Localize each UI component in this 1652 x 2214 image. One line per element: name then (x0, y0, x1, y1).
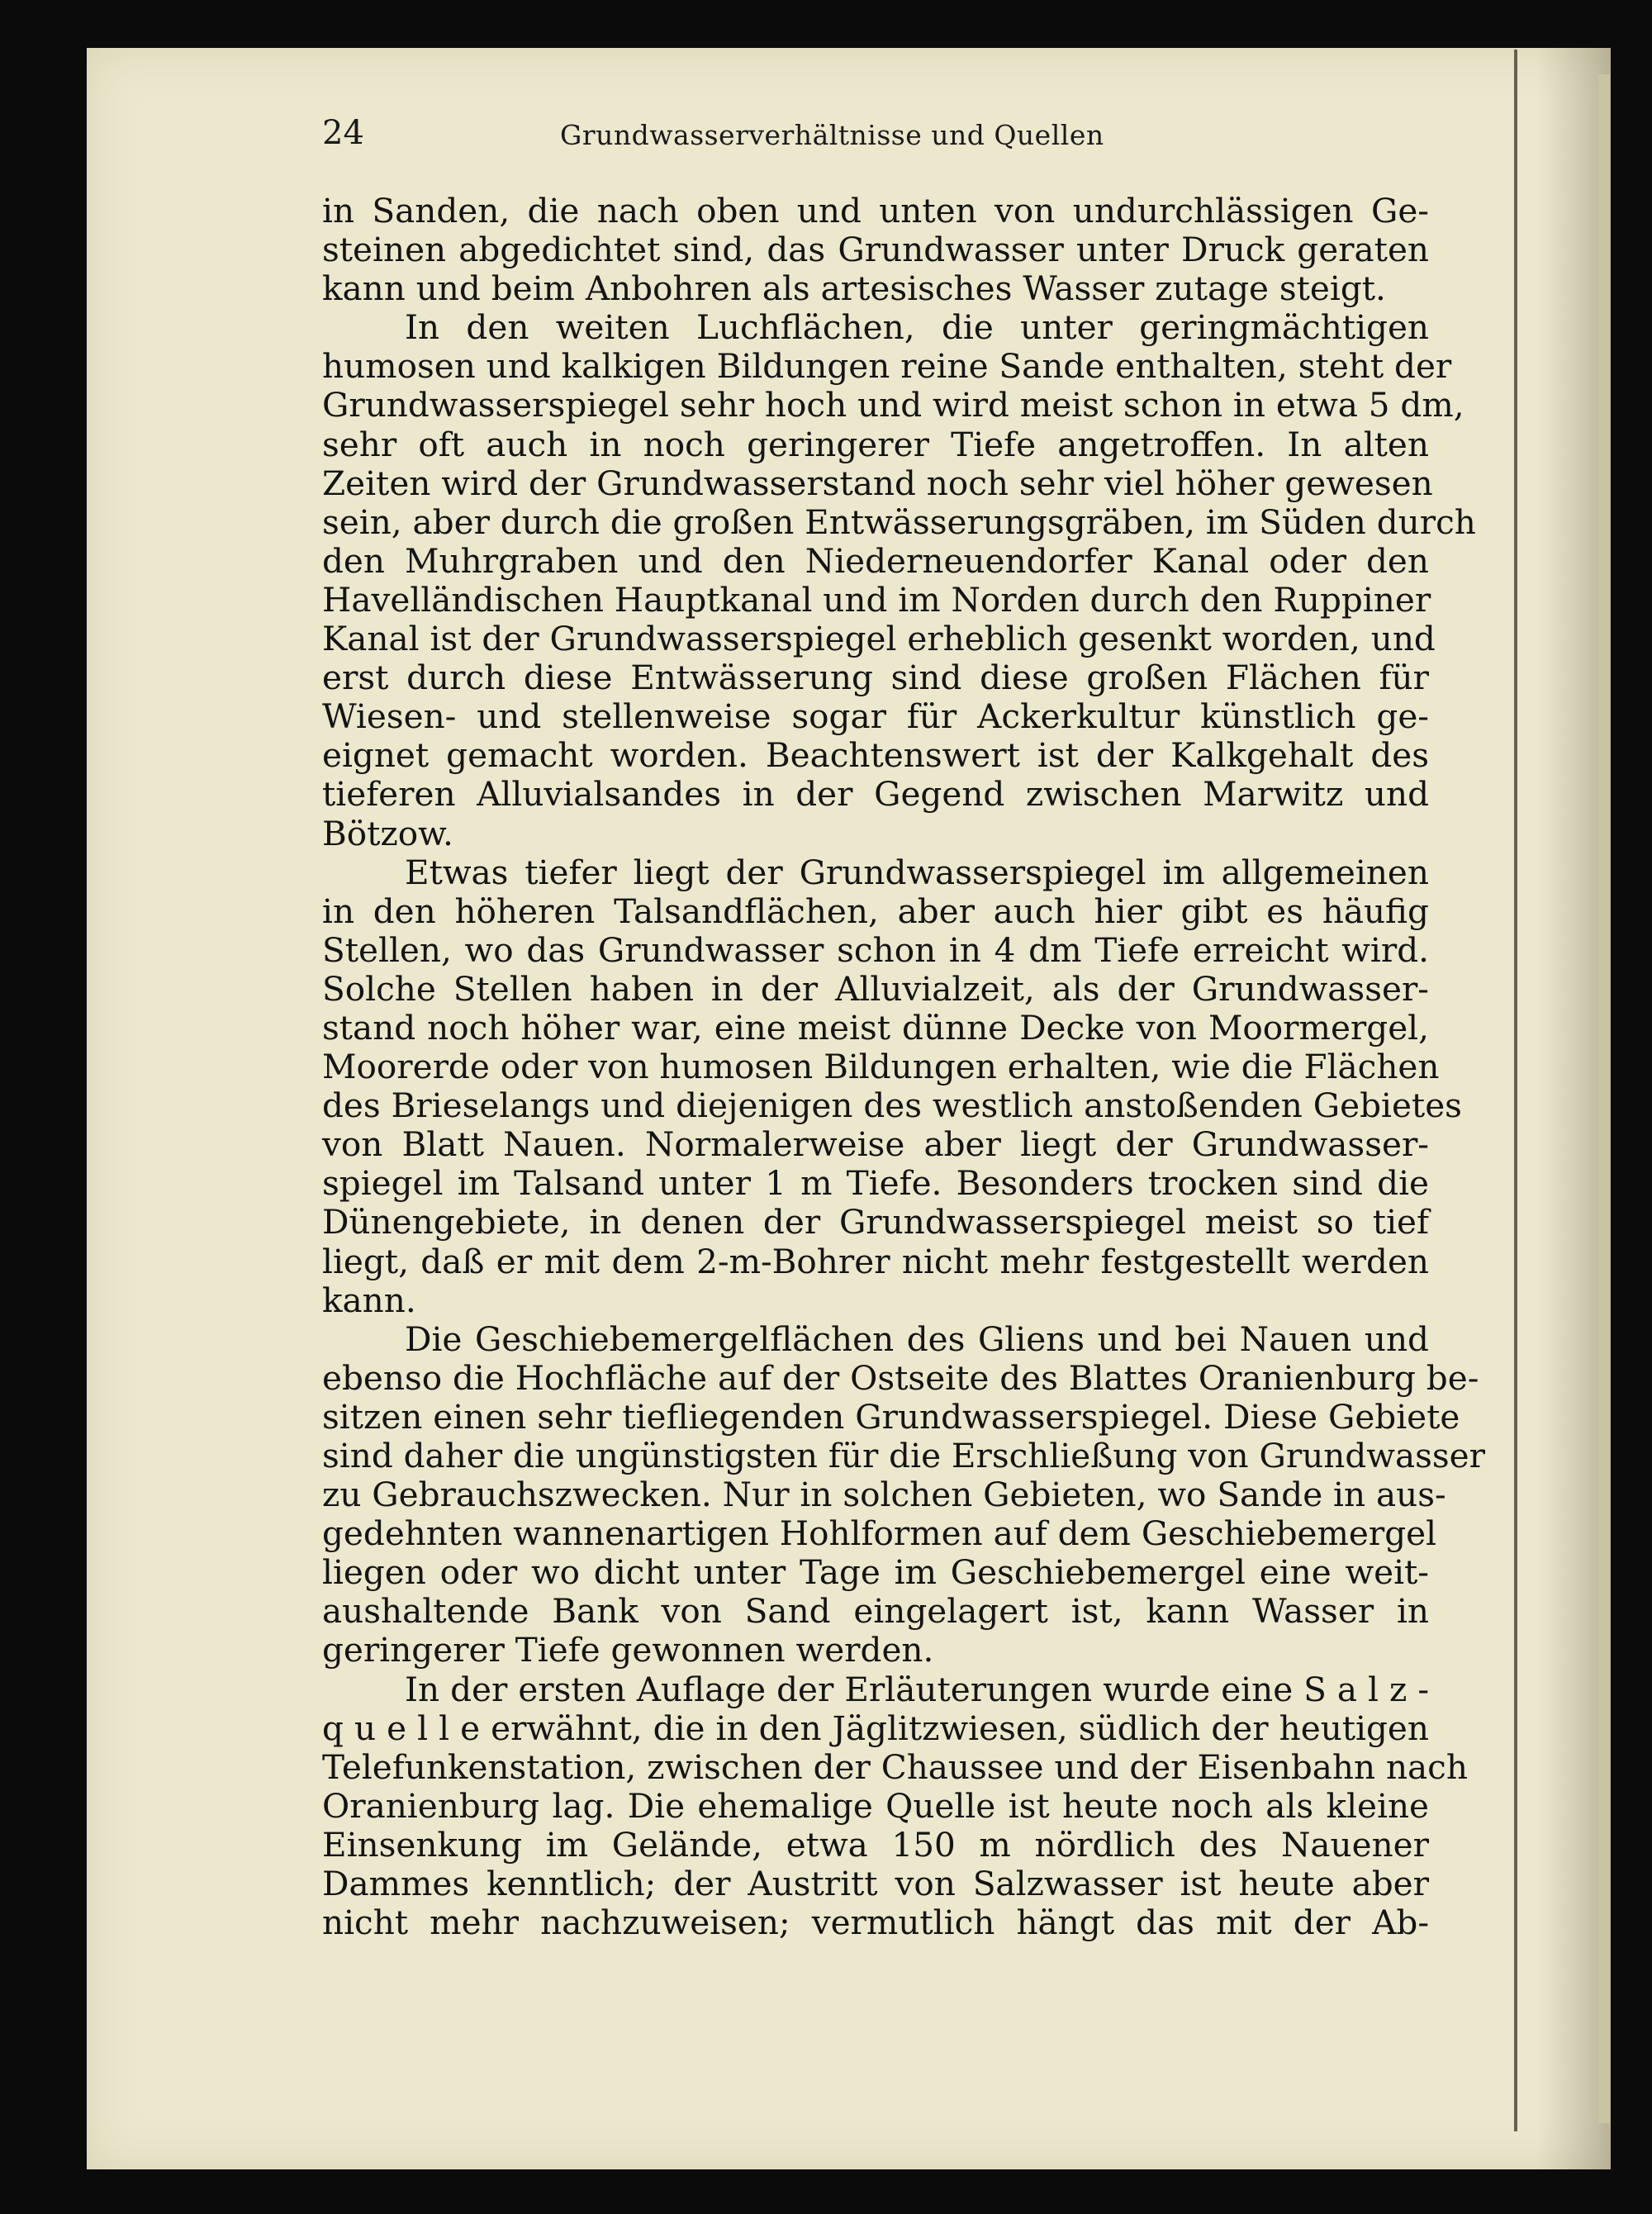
text-line: Kanal ist der Grundwasserspiegel erheblich gesenkt worden, und (322, 619, 1436, 659)
text-line: Bötzow. (322, 813, 453, 853)
text-line: Dünengebiete, in denen der Grundwasserspiegel meist so tief (322, 1202, 1429, 1242)
text-line: Moorerde oder von humosen Bildungen erhalten, wie die Flächen (322, 1047, 1440, 1087)
text-line: In den weiten Luchflächen, die unter geringmächtigen (405, 307, 1429, 348)
text-line: aushaltende Bank von Sand eingelagert ist, kann Wasser in (322, 1591, 1429, 1632)
text-line: erst durch diese Entwässerung sind diese großen Flächen für (322, 658, 1429, 698)
text-line: von Blatt Nauen. Normalerweise aber liegt der Grundwasser- (322, 1124, 1429, 1165)
text-line: Solche Stellen haben in der Alluvialzeit, als der Grundwasser- (322, 968, 1429, 1009)
text-line: in den höheren Talsandflächen, aber auch hier gibt es häufig (322, 891, 1429, 931)
text-line: nicht mehr nachzuweisen; vermutlich hängt das mit der Ab- (322, 1903, 1429, 1943)
text-line: des Brieselangs und diejenigen des westlich anstoßenden Gebietes (322, 1086, 1462, 1126)
page-number: 24 (322, 114, 364, 152)
page-fold-line (1514, 50, 1517, 2131)
text-line: sein, aber durch die großen Entwässerungsgräben, im Süden durch (322, 501, 1476, 542)
text-line: In der ersten Auflage der Erläuterungen wurde eine S a l z - (405, 1669, 1429, 1709)
text-line: eignet gemacht worden. Beachtenswert ist der Kalkgehalt des (322, 735, 1429, 776)
body-text (322, 191, 1486, 1943)
text-line: stand noch höher war, eine meist dünne Decke von Moormergel, (322, 1007, 1429, 1048)
text-line: Telefunkenstation, zwischen der Chaussee und der Eisenbahn nach (322, 1746, 1468, 1787)
text-line: Etwas tiefer liegt der Grundwasserspiegel im allgemeinen (405, 852, 1429, 892)
text-line: ebenso die Hochfläche auf der Ostseite des Blattes Oranienburg be- (322, 1357, 1479, 1398)
text-line: kann. (322, 1280, 416, 1320)
running-title: Grundwasserverhältnisse und Quellen (560, 119, 1104, 151)
text-line: in Sanden, die nach oben und unten von undurchlässigen Ge- (322, 191, 1429, 230)
text-line: kann und beim Anbohren als artesisches Wasser zutage steigt. (322, 268, 1386, 309)
text-line: Stellen, wo das Grundwasser schon in 4 dm Tiefe erreicht wird. (322, 929, 1429, 970)
text-line: geringerer Tiefe gewonnen werden. (322, 1630, 934, 1670)
text-line: Zeiten wird der Grundwasserstand noch sehr viel höher gewesen (322, 463, 1433, 503)
text-line: den Muhrgraben und den Niederneuendorfer Kanal oder den (322, 540, 1429, 581)
text-line: gedehnten wannenartigen Hohlformen auf dem Geschiebemergel (322, 1513, 1437, 1554)
text-line: sind daher die ungünstigsten für die Erschließung von Grundwasser (322, 1436, 1486, 1475)
text-line: liegt, daß er mit dem 2-m-Bohrer nicht mehr festgestellt werden (322, 1241, 1429, 1281)
text-line: steinen abgedichtet sind, das Grundwasser unter Druck geraten (322, 230, 1429, 270)
text-line: Einsenkung im Gelände, etwa 150 m nördlich des Nauener (322, 1824, 1429, 1865)
text-line: sitzen einen sehr tiefliegenden Grundwasserspiegel. Diese Gebiete (322, 1396, 1460, 1437)
text-line: Dammes kenntlich; der Austritt von Salzwasser ist heute aber (322, 1864, 1429, 1904)
page-header (231, 114, 1429, 164)
text-line: Wiesen- und stellenweise sogar für Ackerkultur künstlich ge- (322, 696, 1429, 737)
text-line: liegen oder wo dicht unter Tage im Geschiebemergel eine weit- (322, 1552, 1429, 1593)
page-edge-strip (1598, 74, 1610, 2123)
text-line: zu Gebrauchszwecken. Nur in solchen Gebieten, wo Sande in aus- (322, 1475, 1446, 1515)
text-line: Oranienburg lag. Die ehemalige Quelle ist heute noch als kleine (322, 1785, 1429, 1826)
text-line: Grundwasserspiegel sehr hoch und wird meist schon in etwa 5 dm, (322, 385, 1464, 425)
text-line: sehr oft auch in noch geringerer Tiefe angetroffen. In alten (322, 424, 1429, 464)
text-line: Die Geschiebemergelflächen des Gliens und bei Nauen und (405, 1318, 1429, 1359)
text-line: Havelländischen Hauptkanal und im Norden durch den Ruppiner (322, 579, 1431, 620)
text-line: spiegel im Talsand unter 1 m Tiefe. Besonders trocken sind die (322, 1163, 1429, 1204)
text-line: tieferen Alluvialsandes in der Gegend zwischen Marwitz und (322, 774, 1429, 815)
text-line: humosen und kalkigen Bildungen reine Sande enthalten, steht der (322, 346, 1452, 387)
text-line: q u e l l e erwähnt, die in den Jäglitzwiesen, südlich der heutigen (322, 1708, 1429, 1748)
